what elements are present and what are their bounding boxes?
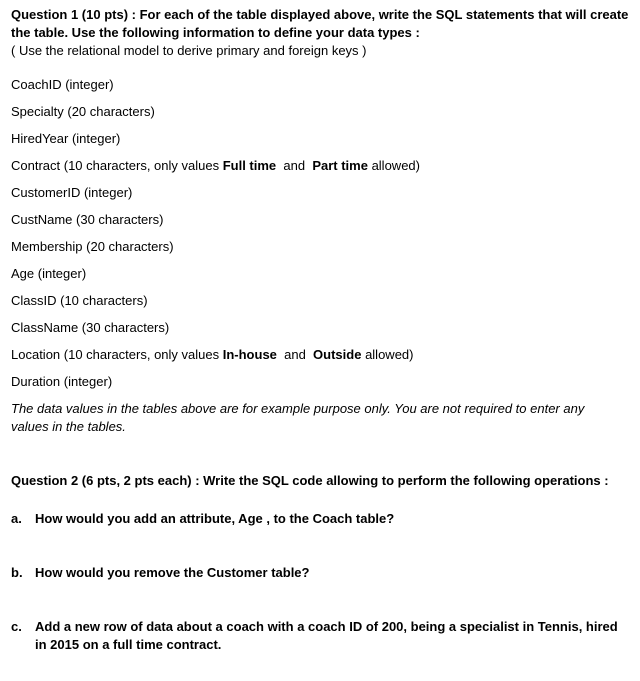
field-custname: CustName (30 characters) [11,212,164,227]
field-hiredyear: HiredYear (integer) [11,131,121,146]
field-location-text: Location (10 characters, only values [11,347,223,362]
contract-value-full-time: Full time [222,158,277,173]
item-text: How would you add an attribute, Age , to the Coach table? [35,511,395,526]
note-line-2: values in the tables. [11,419,126,434]
field-contract [11,157,631,184]
item-label: b. [11,565,23,580]
field-membership: Membership (20 characters) [11,239,174,254]
field-location [11,346,631,373]
field-classid: ClassID (10 characters) [11,293,148,308]
location-value-outside: Outside [313,347,362,362]
location-allowed: allowed) [361,347,414,362]
item-label: a. [11,511,22,526]
contract-allowed: allowed) [367,158,420,173]
question-1-heading-line-1: Question 1 (10 pts) : For each of the table displayed above, write the SQL statements that will create [11,7,629,22]
item-text: How would you remove the Customer table? [35,565,310,580]
note-line-1: The data values in the tables above are for example purpose only. You are not required to enter any [11,401,585,416]
contract-value-part-time: Part time [312,158,368,173]
note [11,400,611,436]
question-1-subtext: ( Use the relational model to derive primary and foreign keys ) [11,43,367,58]
question-2-item-b [11,564,626,582]
location-value-in-house: In-house [222,347,277,362]
contract-and: and [276,158,313,173]
field-specialty: Specialty (20 characters) [11,104,155,119]
question-2-item-c [11,618,626,654]
question-1-heading-line-2: the table. Use the following information to define your data types : [11,25,420,40]
field-coachid: CoachID (integer) [11,77,114,92]
item-text: Add a new row of data about a coach with a coach ID of 200, being a specialist in Tennis, hired in 2015 on a full time contract. [35,619,618,652]
field-list [11,76,631,400]
field-age: Age (integer) [11,266,87,281]
field-classname: ClassName (30 characters) [11,320,170,335]
question-1 [11,6,631,60]
field-duration: Duration (integer) [11,374,113,389]
location-and: and [276,347,314,362]
question-2-heading: Question 2 (6 pts, 2 pts each) : Write the SQL code allowing to perform the following operations : [11,473,609,488]
field-contract-text: Contract (10 characters, only values [11,158,223,173]
field-customerid: CustomerID (integer) [11,185,133,200]
question-2-item-a [11,510,626,528]
item-label: c. [11,619,22,634]
